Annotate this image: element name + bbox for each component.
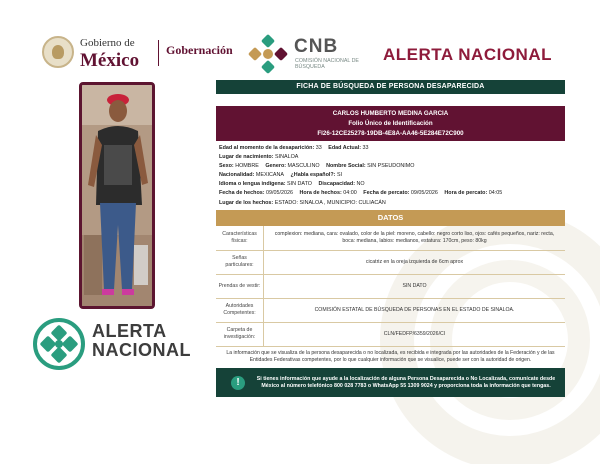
genero-value: MASCULINO <box>287 163 320 170</box>
idioma-label: Idioma o lengua indígena: <box>219 181 286 188</box>
hora-percato-value: 04:05 <box>488 190 503 197</box>
hora-percato-label: Hora de percato: <box>444 190 488 197</box>
nombre-social-value: SIN PSEUDONIMO <box>367 163 415 170</box>
header <box>40 30 570 74</box>
datos-row-value: SIN DATO <box>402 282 427 289</box>
alerta-nacional-logo-icon <box>33 318 85 370</box>
datos-row-label: Autoridades Competentes: <box>216 299 264 322</box>
cnb-subtitle: COMISIÓN NACIONAL DE BÚSQUEDA <box>295 58 359 71</box>
folio-label: Folio Único de Identificación <box>348 120 433 127</box>
datos-row-value: CLN/FEDFP/6359/2026/CI <box>383 330 446 337</box>
hora-hechos-value: 04:00 <box>343 190 357 197</box>
lugar-hechos-value: ESTADO: SINALOA , MUNICIPIO: CULIACÁN <box>274 199 386 206</box>
ficha-title: FICHA DE BÚSQUEDA DE PERSONA DESAPARECIDA <box>216 80 565 94</box>
datos-row <box>216 251 565 275</box>
discapacidad-label: Discapacidad: <box>318 181 356 188</box>
logo-line1: ALERTA <box>92 321 167 341</box>
idioma-value: SIN DATO <box>287 181 312 188</box>
datos-row-label: Carpeta de investigación: <box>216 323 264 346</box>
datos-row-value: complexion: mediana, cara: ovalado, color de la piel: moreno, cabello: negro corto liso, ojos: cafés pequeños, nariz: recta, boca: mediana, labios: medianos, estatura: 170cm, peso: 80kg <box>274 230 555 244</box>
edad-actual-label: Edad Actual: <box>328 145 362 151</box>
gobierno-logo <box>80 38 139 70</box>
habla-value: SI <box>336 172 343 179</box>
edad-desaparicion-value: 33 <box>315 145 322 151</box>
datos-row-label: Características físicas: <box>216 226 264 250</box>
gobierno-line2: México <box>80 50 140 71</box>
datos-row <box>216 275 565 299</box>
field-row-lugar-hechos <box>219 199 565 208</box>
ficha-content <box>216 80 565 397</box>
datos-row-value: cicatriz en la oreja izquierda de 6cm aprox <box>365 258 464 265</box>
datos-row-label: Señas particulares: <box>216 251 264 274</box>
nacionalidad-value: MEXICANA <box>255 172 285 179</box>
person-name: CARLOS HUMBERTO MEDINA GARCIA <box>332 110 449 117</box>
person-photo-image <box>82 85 152 306</box>
lugar-nacimiento-value: SINALOA <box>275 154 299 161</box>
person-header <box>216 106 565 141</box>
gobernacion-logo: Gobernación <box>166 43 233 57</box>
header-divider <box>158 40 159 66</box>
datos-row-value: COMISIÓN ESTATAL DE BÚSQUEDA DE PERSONAS EN EL ESTADO DE SINALOA. <box>314 306 515 313</box>
fecha-percato-value: 09/05/2026 <box>410 190 438 197</box>
lugar-hechos-label: Lugar de los hechos: <box>219 199 274 206</box>
datos-header: DATOS <box>216 210 565 226</box>
field-row-fechas <box>219 189 565 198</box>
datos-row <box>216 299 565 323</box>
person-fields <box>216 144 565 208</box>
field-row-lugar-nacimiento <box>219 153 565 162</box>
alerta-nacional-logo-text <box>92 322 191 360</box>
lugar-nacimiento-label: Lugar de nacimiento: <box>219 154 274 161</box>
contact-text: Si tienes información que ayude a la localización de alguna Persona Desaparecida o No Localizada, comunícate desde México al número telefónico 800 028 7783 o WhatsApp 55 1309 9024 y proporciona toda la información que tengas. <box>256 375 556 389</box>
coat-of-arms-icon <box>42 36 74 68</box>
sexo-value: HOMBRE <box>235 163 259 170</box>
fecha-hechos-value: 09/05/2026 <box>266 190 294 197</box>
alert-icon: ! <box>231 376 245 390</box>
datos-row <box>216 226 565 251</box>
nacionalidad-label: Nacionalidad: <box>219 172 255 179</box>
datos-row-label: Prendas de vestir: <box>216 275 264 298</box>
person-photo <box>79 82 155 309</box>
habla-label: ¿Habla español?: <box>290 172 336 179</box>
hora-hechos-label: Hora de hechos: <box>299 190 342 197</box>
discapacidad-value: NO <box>356 181 365 188</box>
cnb-logo-text: CNB <box>294 36 339 57</box>
folio-value: FI26-12CE25278-19DB-4E8A-AA46-5E284E72C900 <box>317 130 464 137</box>
fecha-hechos-label: Fecha de hechos: <box>219 190 265 197</box>
contact-banner <box>216 368 565 397</box>
edad-desaparicion-label: Edad al momento de la desaparición: <box>219 145 315 151</box>
fecha-percato-label: Fecha de percato: <box>363 190 410 197</box>
sexo-label: Sexo: <box>219 163 234 170</box>
field-row-idioma <box>219 180 565 189</box>
logo-line2: NACIONAL <box>92 339 191 360</box>
gobierno-line1: Gobierno de <box>80 37 135 49</box>
edad-actual-value: 33 <box>362 145 369 151</box>
nombre-social-label: Nombre Social: <box>326 163 366 170</box>
field-row-nacionalidad <box>219 171 565 180</box>
field-row-edad <box>219 144 565 153</box>
datos-row <box>216 323 565 347</box>
alerta-nacional-title: ALERTA NACIONAL <box>383 45 552 64</box>
field-row-sexo <box>219 162 565 171</box>
genero-label: Genero: <box>265 163 287 170</box>
cnb-logo-icon <box>248 34 288 74</box>
disclaimer-text: La información que se visualiza de la persona desaparecida o no localizada, es recibida e integrada por las autoridades de la Federación y de las Entidades Federativas competentes, por lo que cualquier información que se visualice, puede ser con la autoridad de origen. <box>226 349 555 363</box>
